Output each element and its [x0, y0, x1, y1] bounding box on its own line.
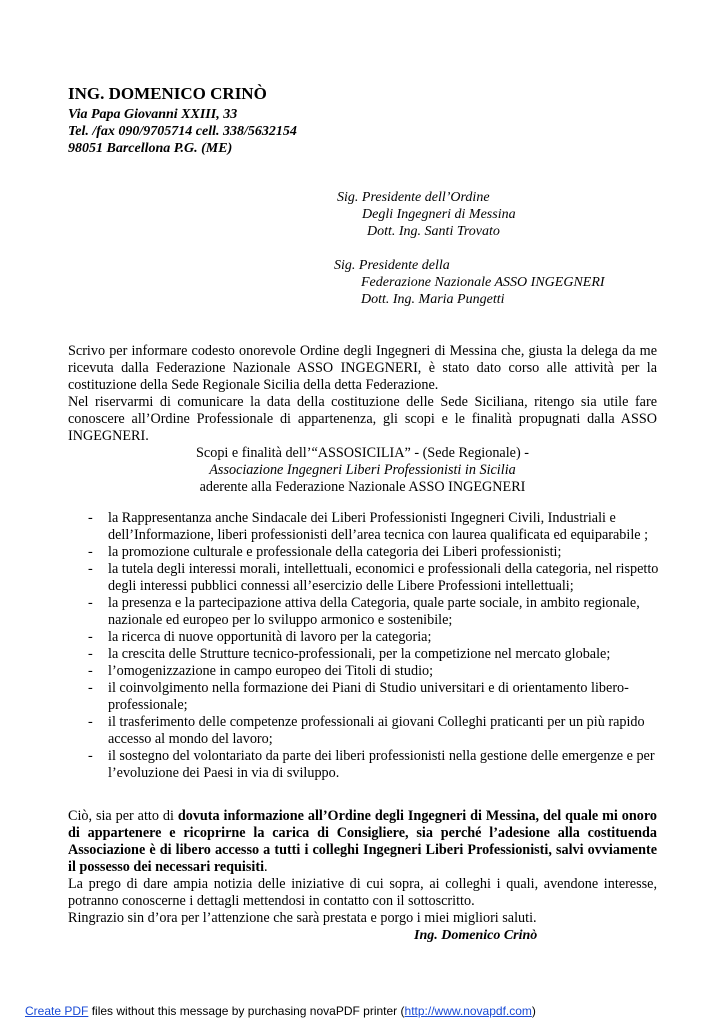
sender-city: 98051 Barcellona P.G. (ME)	[68, 141, 233, 156]
recipient-2-body: Federazione Nazionale ASSO INGEGNERI	[361, 275, 605, 290]
recipient-1-person: Dott. Ing. Santi Trovato	[367, 224, 500, 239]
section-heading-3: aderente alla Federazione Nazionale ASSO INGEGNERI	[199, 479, 526, 495]
closing-paragraph-2: La prego di dare ampia notizia delle iniziative di cui sopra, ai colleghi i quali, avendone interesse, potranno conoscerne i dettagli mettendosi in contatto con il sottoscritto.	[68, 876, 657, 909]
list-item: - il coinvolgimento nella formazione dei Piani di Studio universitari e di orientamento libero-professionale;	[88, 680, 629, 713]
dash-marker: -	[88, 646, 93, 662]
create-pdf-link[interactable]: Create PDF	[25, 1004, 89, 1018]
footer-text: files without this message by purchasing novaPDF printer (	[88, 1004, 405, 1018]
closing-section	[68, 808, 657, 927]
closing-paragraph-3: Ringrazio sin d’ora per l’attenzione che sarà prestata e porgo i miei migliori saluti.	[68, 910, 537, 926]
dash-marker: -	[88, 510, 93, 526]
body-paragraph-2: Nel riservarmi di comunicare la data della costituzione delle Sede Siciliana, ritengo sia utile fare conoscere all’Ordine Professionale di appartenenza, gli scopi e le finalità propugnati dalla ASSO INGEGNERI.	[68, 394, 657, 444]
list-item: - la promozione culturale e professionale della categoria dei Liberi professionisti;	[88, 544, 562, 560]
aims-list	[88, 510, 660, 782]
list-item: - la tutela degli interessi morali, intellettuali, economici e professionali della categoria, nel rispetto degli interessi pubblici connessi all’esercizio delle Libere Professioni intellettuali;	[88, 561, 659, 594]
section-heading-2: Associazione Ingegneri Liberi Professionisti in Sicilia	[209, 462, 516, 478]
sender-phone: Tel. /fax 090/9705714 cell. 338/5632154	[68, 124, 297, 139]
recipient-2-title: Sig. Presidente della	[334, 258, 450, 273]
dash-marker: -	[88, 748, 93, 764]
letter-body	[68, 343, 657, 496]
dash-marker: -	[88, 561, 93, 577]
dash-marker: -	[88, 595, 93, 611]
list-item: - l’omogenizzazione in campo europeo dei Titoli di studio;	[88, 663, 434, 679]
list-item: - il sostegno del volontariato da parte dei liberi professionisti nella gestione delle emergenze e per l’evoluzione dei Paesi in via di sviluppo.	[88, 748, 655, 781]
pdf-footer: Create PDF files without this message by purchasing novaPDF printer (http://www.novapdf.com)	[25, 1004, 536, 1018]
sender-name: ING. DOMENICO CRINÒ	[68, 84, 267, 103]
recipient-1-title: Sig. Presidente dell’Ordine	[337, 190, 490, 205]
dash-marker: -	[88, 714, 93, 730]
sender-address: Via Papa Giovanni XXIII, 33	[68, 107, 238, 122]
list-item: - il trasferimento delle competenze professionali ai giovani Colleghi praticanti per un più rapido accesso al mondo del lavoro;	[88, 714, 645, 747]
dash-marker: -	[88, 544, 93, 560]
list-item: - la Rappresentanza anche Sindacale dei Liberi Professionisti Ingegneri Civili, Industriali e dell’Informazione, liberi professionisti dell’area tecnica con laurea qualificata ed equiparabile ;	[88, 510, 649, 543]
novapdf-link[interactable]: http://www.novapdf.com	[404, 1004, 532, 1018]
dash-marker: -	[88, 663, 93, 679]
list-item: - la presenza e la partecipazione attiva della Categoria, quale parte sociale, in ambito regionale, nazionale ed europeo per lo sviluppo armonico e sostenibile;	[88, 595, 640, 628]
body-paragraph-1: Scrivo per informare codesto onorevole Ordine degli Ingegneri di Messina che, giusta la delega da me ricevuta dalla Federazione Nazionale ASSO INGEGNERI, è stato dato corso alle attività per la costituzione della Sede Regionale Sicilia della detta Federazione.	[68, 343, 657, 393]
signature: Ing. Domenico Crinò	[414, 928, 538, 943]
closing-paragraph-1: Ciò, sia per atto di dovuta informazione all’Ordine degli Ingegneri di Messina, del quale mi onoro di appartenere e ricoprirne la carica di Consigliere, sia perché l’adesione alla costituenda Associazione è di libero accesso a tutti i colleghi Ingegneri Liberi Professionisti, salvi ovviamente il possesso dei necessari requisiti.	[68, 808, 657, 875]
dash-marker: -	[88, 629, 93, 645]
recipient-1-body: Degli Ingegneri di Messina	[362, 207, 516, 222]
list-item: - la crescita delle Strutture tecnico-professionali, per la competizione nel mercato globale;	[88, 646, 611, 662]
dash-marker: -	[88, 680, 93, 696]
recipient-2-person: Dott. Ing. Maria Pungetti	[361, 292, 505, 307]
list-item: - la ricerca di nuove opportunità di lavoro per la categoria;	[88, 629, 432, 645]
section-heading-1: Scopi e finalità dell’“ASSOSICILIA” - (Sede Regionale) -	[196, 445, 529, 461]
